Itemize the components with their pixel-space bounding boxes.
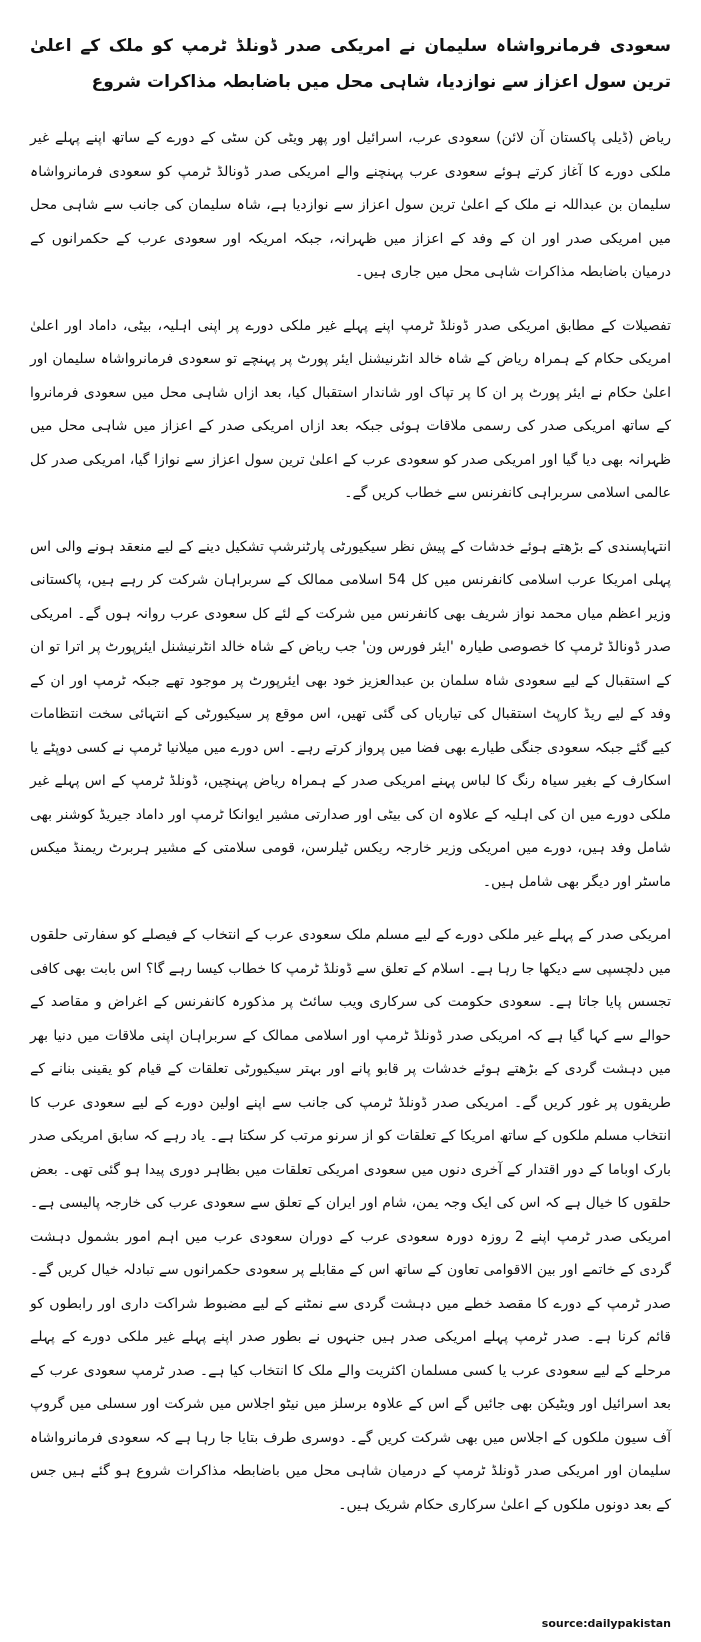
article-headline: سعودی فرمانرواشاہ سلیمان نے امریکی صدر ڈونلڈ ٹرمپ کو ملک کے اعلیٰ ترین سول اعزاز سے نوازدیا، شاہی محل میں باضابطہ مذاکرات شروع (30, 36, 671, 92)
article-source: source:dailypakistan (541, 1617, 671, 1630)
article-paragraph-2: تفصیلات کے مطابق امریکی صدر ڈونلڈ ٹرمپ اپنے پہلے غیر ملکی دورے پر اپنی اہلیہ، بیٹی، داماد اور اعلیٰ امریکی حکام کے ہمراہ ریاض کے شاہ خالد انٹرنیشنل ایئر پورٹ پر پہنچے تو سعودی فرمانرواشاہ سلیمان اور اعلیٰ حکام نے ایئر پورٹ پر ان کا پر تپاک اور شاندار استقبال کیا، بعد ازاں شاہی محل میں سعودی فرمانروا کے ساتھ امریکی صدر کی رسمی ملاقات ہوئی جبکہ بعد ازاں امریکی صدر کے اعزاز میں شاہی محل میں ظہرانہ بھی دیا گیا اور امریکی صدر کو سعودی عرب کے اعلیٰ ترین سول اعزاز سے نوازا گیا، امریکی صدر کل عالمی اسلامی سربراہی کانفرنس سے خطاب کریں گے۔ (30, 317, 671, 501)
article-paragraph-3: انتہاپسندی کے بڑھتے ہوئے خدشات کے پیش نظر سیکیورٹی پارٹنرشپ تشکیل دینے کے لیے منعقد ہونے والی اس پہلی امریکا عرب اسلامی کانفرنس میں کل 54 اسلامی ممالک کے سربراہان شرکت کر رہے ہیں، پاکستانی وزیر اعظم میاں محمد نواز شریف بھی کانفرنس میں شرکت کے لئے کل سعودی عرب روانہ ہوں گے۔ امریکی صدر ڈونالڈ ٹرمپ کا خصوصی طیارہ 'ایئر فورس ون' جب ریاض کے شاہ خالد انٹرنیشنل ایئرپورٹ پر اترا تو ان کے استقبال کے لیے سعودی شاہ سلمان بن عبدالعزیز خود بھی ایئرپورٹ پر موجود تھے جبکہ ٹرمپ اور ان کے وفد کے لیے ریڈ کارپٹ استقبال کی تیاریاں کی گئی تھیں، اس موقع پر سیکیورٹی کے انتہائی سخت انتظامات کیے گئے جبکہ سعودی جنگی طیارے بھی فضا میں پرواز کرتے رہے۔ اس دورے میں میلانیا ٹرمپ نے کسی دوپٹے یا اسکارف کے بغیر سیاہ رنگ کا لباس پہنے امریکی صدر کے ہمراہ ریاض پہنچیں، ڈونلڈ ٹرمپ کے اس پہلے غیر ملکی دورے میں ان کی اہلیہ کے علاوہ ان کی بیٹی اور صدارتی مشیر ایوانکا ٹرمپ اور داماد جیریڈ کوشنر بھی شامل وفد ہیں، دورے میں امریکی وزیر خارجہ ریکس ٹیلرسن، قومی سلامتی کے مشیر ہربرٹ ریمنڈ میکس ماسٹر اور دیگر بھی شامل ہیں۔ (30, 538, 671, 890)
article-paragraph-1: ریاض (ڈیلی پاکستان آن لائن) سعودی عرب، اسرائیل اور پھر ویٹی کن سٹی کے دورے کے ساتھ اپنے پہلے غیر ملکی دورے کا آغاز کرتے ہوئے سعودی عرب پہنچنے والے امریکی صدر ڈونالڈ ٹرمپ کو سعودی فرمانرواشاہ سلیمان بن عبداللہ نے ملک کے اعلیٰ ترین سول اعزاز سے نوازدیا ہے، شاہ سلیمان کی جانب سے شاہی محل میں امریکی صدر اور ان کے وفد کے اعزاز میں ظہرانہ، جبکہ امریکہ اور سعودی عرب کے حکمرانوں کے درمیان باضابطہ مذاکرات شاہی محل میں جاری ہیں۔ (30, 130, 671, 280)
article-paragraph-4: امریکی صدر کے پہلے غیر ملکی دورے کے لیے مسلم ملک سعودی عرب کے انتخاب کے فیصلے کو سفارتی حلقوں میں دلچسپی سے دیکھا جا رہا ہے۔ اسلام کے تعلق سے ڈونلڈ ٹرمپ کا خطاب کیسا رہے گا؟ اس بابت بھی کافی تجسس پایا جاتا ہے۔ سعودی حکومت کی سرکاری ویب سائٹ پر مذکورہ کانفرنس کے اغراض و مقاصد کے حوالے سے کہا گیا ہے کہ امریکی صدر ڈونلڈ ٹرمپ اور اسلامی ممالک کے سربراہان اپنی ملاقات میں دنیا بھر میں دہشت گردی کے بڑھتے ہوئے خدشات پر قابو پانے اور بہتر سیکیورٹی تعلقات کے قیام کو یقینی بنانے کے طریقوں پر غور کریں گے۔ امریکی صدر ڈونلڈ ٹرمپ کی جانب سے اپنے اولین دورے کے لیے سعودی عرب کا انتخاب مسلم ملکوں کے ساتھ امریکا کے تعلقات کو از سرنو مرتب کر سکتا ہے۔ یاد رہے کہ سابق امریکی صدر بارک اوباما کے دور اقتدار کے آخری دنوں میں سعودی امریکی تعلقات میں بظاہر دوری پیدا ہو گئی تھی۔ بعض حلقوں کا خیال ہے کہ اس کی ایک وجہ یمن، شام اور ایران کے تعلق سے سعودی عرب کی خارجہ پالیسی ہے۔ امریکی صدر ٹرمپ اپنے 2 روزہ دورہ سعودی عرب کے دوران سعودی عرب میں اہم امور بشمول دہشت گردی کے خاتمے اور بین الاقوامی تعاون کے ساتھ اس کے مقابلے پر سعودی حکمرانوں سے تبادلہ خیال کریں گے۔ صدر ٹرمپ کے دورے کا مقصد خطے میں دہشت گردی سے نمٹنے کے لیے مضبوط شراکت داری اور رابطوں کو قائم کرنا ہے۔ صدر ٹرمپ پہلے امریکی صدر ہیں جنہوں نے بطور صدر اپنے پہلے غیر ملکی دورے کے پہلے مرحلے کے لیے سعودی عرب یا کسی مسلمان اکثریت والے ملک کا انتخاب کیا ہے۔ صدر ٹرمپ سعودی عرب کے بعد اسرائیل اور ویٹیکن بھی جائیں گے اس کے علاوہ برسلز میں نیٹو اجلاس میں شرکت اور سسلی میں گروپ آف سیون ملکوں کے اجلاس میں بھی شرکت کریں گے۔ دوسری طرف بتایا جا رہا ہے کہ سعودی فرمانرواشاہ سلیمان اور امریکی صدر ڈونلڈ ٹرمپ کے درمیان شاہی محل میں باضابطہ مذاکرات شروع ہو گئے ہیں جس کے بعد دونوں ملکوں کے اعلیٰ سرکاری حکام شریک ہیں۔ (30, 927, 671, 1513)
